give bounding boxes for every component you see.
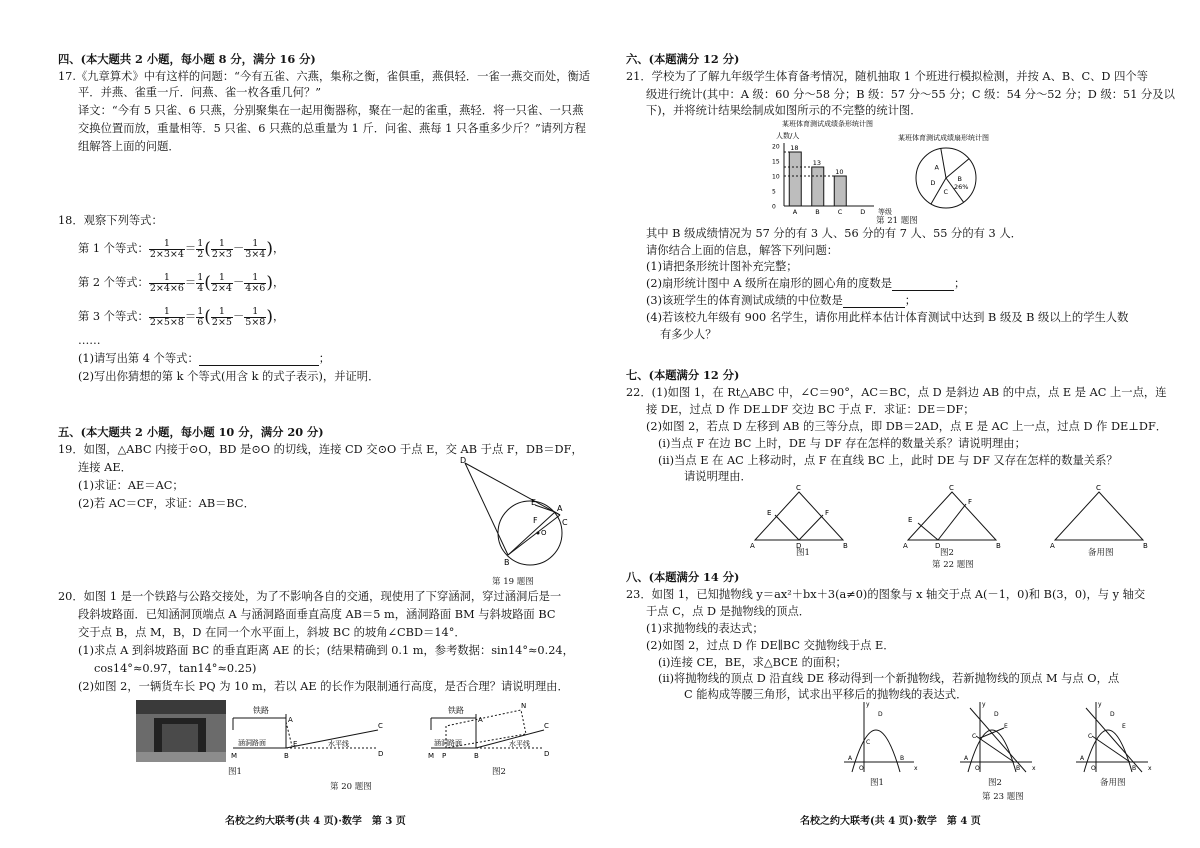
figure-20-diagram-1 <box>228 700 388 762</box>
figure-20-caption: 第 20 题图 <box>330 782 372 792</box>
svg-text:D: D <box>544 750 550 758</box>
label-horizontal: 水平线 <box>328 740 349 748</box>
q20-line1: 20．如图 1 是一个铁路与公路交接处，为了不影响各自的交通，现使用了下穿涵洞，穿过涵洞后是一 <box>58 590 562 603</box>
q18-part2: (2)写出你猜想的第 k 个等式(用含 k 的式子表示)，并证明． <box>78 370 380 383</box>
q22-line5: (ⅱ)当点 E 在 AC 上移动时，点 F 在直线 BC 上，此时 DE 与 DF 又存在怎样的数量关系？ <box>658 454 1118 467</box>
y-tick-label: 0 <box>772 203 776 211</box>
svg-text:C: C <box>796 484 801 492</box>
svg-text:B: B <box>1143 542 1148 550</box>
q20-part2: (2)如图 2，一辆货车长 PQ 为 10 m，若以 AE 的长作为限制通行高度，是否合理？请说明理由． <box>78 680 569 693</box>
q17-line3: 译文：“今有 5 只雀、6 只燕，分别聚集在一起用衡器称，聚在一起的雀重，燕轻．将一只雀、一只燕 <box>78 104 584 117</box>
figure-20-photo <box>136 700 226 762</box>
figure-21-caption: 第 21 题图 <box>876 216 918 226</box>
bar-category-B: B <box>815 208 820 216</box>
svg-text:C: C <box>972 733 977 740</box>
svg-text:C: C <box>378 722 383 730</box>
figure-22-label-2: 图2 <box>940 548 954 558</box>
bar-value-B: 13 <box>812 159 822 167</box>
bar-value-C: 10 <box>835 168 844 176</box>
svg-text:y: y <box>982 701 986 708</box>
point-label-C: C <box>562 518 568 527</box>
bar-category-D: D <box>860 208 866 216</box>
q22-line1: 22．(1)如图 1，在 Rt△ABC 中，∠C＝90°，AC＝BC，点 D 是斜边 AB 的中点，点 E 是 AC 上一点，连 <box>626 386 1167 399</box>
svg-text:D: D <box>796 542 802 550</box>
q21-part4b: 有多少人？ <box>660 328 717 341</box>
svg-text:E: E <box>1122 723 1126 730</box>
svg-text:A: A <box>848 755 853 762</box>
q17-line4: 交换位置而放，重量相等．5 只雀、6 只燕的总重量为 1 斤．问雀、燕每 1 只各重多少斤？”请列方程 <box>78 122 586 135</box>
svg-text:A: A <box>1080 755 1085 762</box>
svg-text:y: y <box>1098 701 1102 708</box>
q20-part1a: (1)求点 A 到斜坡路面 BC 的垂直距离 AE 的长；(结果精确到 0.1 m，参考数据：sin14°≈0.24， <box>78 644 574 657</box>
q21-line3: 下)，并将统计结果绘制成如图所示的不完整的统计图． <box>646 104 922 117</box>
svg-text:B: B <box>284 752 289 760</box>
q23-part1: (1)求抛物线的表达式； <box>646 622 764 635</box>
pie-chart <box>898 130 1018 216</box>
figure-23-label-spare: 备用图 <box>1100 778 1126 788</box>
svg-text:E: E <box>293 740 298 748</box>
bar-chart <box>770 118 910 216</box>
q21-part1: (1)请把条形统计图补充完整； <box>646 260 798 273</box>
page-4 <box>600 0 1200 848</box>
bar-value-A: 18 <box>790 144 799 152</box>
q21-line2: 级进行统计(其中：A 级：60 分～58 分；B 级：57 分～55 分；C 级：54 分～52 分；D 级：51 分及以 <box>646 88 1175 101</box>
bar-C <box>834 176 846 206</box>
svg-text:A: A <box>1050 542 1055 550</box>
svg-text:B: B <box>900 755 905 762</box>
q23-part2ii-a: (ⅱ)将抛物线的顶点 D 沿直线 DE 移动得到一个新抛物线，若新抛物线的顶点 M 与点 O，点 <box>658 672 1120 685</box>
svg-text:P: P <box>442 752 447 760</box>
figure-19-caption: 第 19 题图 <box>492 577 534 587</box>
q18-heading: 18．观察下列等式： <box>58 214 163 227</box>
q19-part2: (2)若 AC＝CF，求证：AB＝BC． <box>78 497 255 510</box>
q18-part1: (1)请写出第 4 个等式： ； <box>78 352 331 365</box>
q23-part2i: (ⅰ)连接 CE，BE，求△BCE 的面积； <box>658 656 847 669</box>
svg-text:E: E <box>1004 723 1008 730</box>
figure-22-caption: 第 22 题图 <box>932 560 974 570</box>
svg-text:C: C <box>866 739 871 746</box>
q23-line1: 23．如图 1，已知抛物线 y＝ax²＋bx＋3(a≠0)的图象与 x 轴交于点 A(－1，0)和 B(3，0)，与 y 轴交 <box>626 588 1146 601</box>
figure-20-diagram-2 <box>426 700 556 762</box>
svg-text:F: F <box>968 498 973 506</box>
q20-part1b: cos14°≈0.97，tan14°≈0.25) <box>94 662 257 675</box>
pie-slice-label-D: D <box>930 178 936 187</box>
figure-19-circle-diagram <box>420 455 570 575</box>
svg-text:C: C <box>949 484 954 492</box>
svg-text:B: B <box>1132 765 1137 772</box>
point-label-O: O <box>541 529 547 537</box>
y-tick-label: 15 <box>772 158 780 166</box>
point-label-B: B <box>504 558 510 567</box>
svg-text:y: y <box>866 701 870 708</box>
section-5-heading: 五、(本大题共 2 小题，每小题 10 分，满分 20 分) <box>58 425 324 439</box>
svg-text:A: A <box>288 716 293 724</box>
q22-line2: 接 DE，过点 D 作 DE⊥DF 交边 BC 于点 F．求证：DE＝DF； <box>646 403 975 416</box>
svg-text:O: O <box>975 765 980 772</box>
q21-part4a: (4)若该校九年级有 900 名学生，请你用此样本估计体育测试中达到 B 级及 B 级以上的学生人数 <box>646 311 1129 324</box>
svg-text:A: A <box>903 542 908 550</box>
figure-20-label-1: 图1 <box>228 767 242 777</box>
y-tick-label: 10 <box>772 173 780 181</box>
svg-text:x: x <box>914 765 918 772</box>
q22-line3: (2)如图 2，若点 D 左移到 AB 的三等分点，即 DB＝2AD，点 E 是 AC 上一点，过点 D 作 DE⊥DF． <box>646 420 1168 433</box>
svg-text:D: D <box>994 711 999 718</box>
svg-text:C: C <box>1096 484 1101 492</box>
label-culvert-road: 涵洞路面 <box>238 739 266 747</box>
bar-B <box>812 167 824 206</box>
answer-blank[interactable] <box>843 307 905 308</box>
figure-22-diagram-2 <box>898 482 1006 550</box>
svg-text:E: E <box>767 509 772 517</box>
svg-text:D: D <box>878 711 883 718</box>
q21-line1: 21．学校为了了解九年级学生体育备考情况，随机抽取 1 个班进行模拟检测，并按 A、B、C、D 四个等 <box>626 70 1148 83</box>
q17-line5: 组解答上面的问题． <box>78 140 180 153</box>
label-horizontal: 水平线 <box>509 740 530 748</box>
figure-22-spare <box>1045 482 1153 550</box>
svg-text:O: O <box>859 765 864 772</box>
figure-22-label-spare: 备用图 <box>1088 548 1114 558</box>
equation-label: 第 1 个等式： <box>78 242 149 255</box>
q22-line6: 请说明理由． <box>684 470 752 483</box>
svg-text:D: D <box>378 750 384 758</box>
q20-line2: 段斜坡路面．已知涵洞顶端点 A 与涵洞路面垂直高度 AB＝5 m，涵洞路面 BM 与斜坡路面 BC <box>78 608 556 621</box>
bar-chart-xlabel: 等级 <box>878 208 892 216</box>
answer-blank[interactable] <box>199 365 319 366</box>
label-railway: 铁路 <box>448 706 464 715</box>
figure-23-graph-1 <box>840 698 920 776</box>
q21-prompt: 请你结合上面的信息，解答下列问题： <box>646 244 839 257</box>
figure-22-label-1: 图1 <box>796 548 810 558</box>
pie-slice-label-B: B <box>957 175 962 184</box>
equation-label: 第 3 个等式： <box>78 310 149 323</box>
figure-20-label-2: 图2 <box>492 767 506 777</box>
section-4-heading: 四、(本大题共 2 小题，每小题 8 分，满分 16 分) <box>58 52 316 66</box>
bar-A <box>789 152 801 206</box>
bar-chart-ylabel: 人数/人 <box>776 132 800 140</box>
page-footer-3: 名校之约大联考(共 4 页)·数学 第 3 页 <box>225 816 406 827</box>
svg-text:M: M <box>231 752 238 760</box>
q17-line2: 平．并燕、雀重一斤．问燕、雀一枚各重几何？” <box>78 86 322 99</box>
point-label-D: D <box>460 456 467 465</box>
q20-line3: 交于点 B，点 M，B，D 在同一个水平面上，斜坡 BC 的坡角∠CBD＝14°． <box>78 626 466 639</box>
pie-slice-value-B: 26% <box>953 183 969 192</box>
label-culvert-road: 涵洞路面 <box>434 739 462 747</box>
section-8-heading: 八、(本题满分 14 分) <box>626 570 740 584</box>
svg-text:A: A <box>478 716 483 724</box>
q21-info: 其中 B 级成绩情况为 57 分的有 3 人、56 分的有 7 人、55 分的有 3 人． <box>646 227 1022 240</box>
point-label-E: E <box>531 498 537 507</box>
q19-line1: 19．如图，△ABC 内接于⊙O，BD 是⊙O 的切线，连接 CD 交⊙O 于点 E，交 AB 于点 F，DB＝DF， <box>58 443 583 456</box>
figure-23-label-1: 图1 <box>870 778 884 788</box>
point-label-A: A <box>557 504 563 513</box>
q19-part1: (1)求证：AE＝AC； <box>78 479 184 492</box>
svg-text:C: C <box>1088 733 1093 740</box>
q22-line4: (ⅰ)当点 F 在边 BC 上时，DE 与 DF 存在怎样的数量关系？请说明理由； <box>658 437 1026 450</box>
bar-category-C: C <box>837 208 843 216</box>
q18-equation-2: 第 2 个等式： $\frac{1}{2\times 4\times 6}$ ＝ $\frac{1}{4}$ ( $\frac{1}{2\times 4}$ － $\frac{1}{4\times 6}$ )， <box>78 271 285 294</box>
q23-line2: 于点 C，点 D 是抛物线的顶点． <box>646 605 811 618</box>
figure-23-caption: 第 23 题图 <box>982 792 1024 802</box>
svg-text:x: x <box>1148 765 1152 772</box>
bar-chart-title: 某班体育测试成绩条形统计图 <box>782 120 873 128</box>
svg-text:O: O <box>1091 765 1096 772</box>
q21-part2: (2)扇形统计图中 A 级所在扇形的圆心角的度数是 ； <box>646 277 966 290</box>
pie-slice-label-A: A <box>934 163 939 172</box>
section-7-heading: 七、(本题满分 12 分) <box>626 368 740 382</box>
label-railway: 铁路 <box>253 706 269 715</box>
svg-text:x: x <box>1032 765 1036 772</box>
figure-22-diagram-1 <box>745 482 853 550</box>
answer-blank[interactable] <box>892 290 954 291</box>
y-tick-label: 5 <box>772 188 776 196</box>
pie-chart-title: 某班体育测试成绩扇形统计图 <box>898 134 989 142</box>
y-tick-label: 20 <box>772 143 780 151</box>
pie-divider <box>941 148 946 178</box>
svg-text:A: A <box>964 755 969 762</box>
svg-text:N: N <box>521 702 527 710</box>
page-footer-4: 名校之约大联考(共 4 页)·数学 第 4 页 <box>800 816 981 827</box>
q21-part3: (3)该班学生的体育测试成绩的中位数是 ； <box>646 294 917 307</box>
svg-text:D: D <box>1110 711 1115 718</box>
bar-category-A: A <box>792 208 798 216</box>
figure-23-spare <box>1072 698 1154 776</box>
q23-part2ii-b: C 能构成等腰三角形，试求出平移后的抛物线的表达式． <box>684 688 968 701</box>
q23-part2: (2)如图 2，过点 D 作 DE∥BC 交抛物线于点 E． <box>646 639 895 652</box>
svg-text:B: B <box>474 752 479 760</box>
q18-equation-3: 第 3 个等式： $\frac{1}{2\times 5\times 8}$ ＝ $\frac{1}{6}$ ( $\frac{1}{2\times 5}$ － $\frac{1}{5\times 8}$ )， <box>78 305 285 328</box>
q17-line1: 17.《九章算术》中有这样的问题：“今有五雀、六燕，集称之衡，雀俱重，燕俱轻．一雀一燕交而处，衡适 <box>58 70 591 83</box>
svg-text:B: B <box>996 542 1001 550</box>
section-6-heading: 六、(本题满分 12 分) <box>626 52 740 66</box>
svg-text:D: D <box>935 542 941 550</box>
svg-text:B: B <box>843 542 848 550</box>
svg-text:M: M <box>428 752 435 760</box>
point-label-F: F <box>533 516 538 525</box>
q19-line2: 连接 AE． <box>78 461 132 474</box>
svg-text:E: E <box>908 516 913 524</box>
svg-text:A: A <box>750 542 755 550</box>
pie-slice-label-C: C <box>943 188 949 196</box>
svg-text:B: B <box>1016 765 1021 772</box>
q18-ellipsis: …… <box>78 334 101 347</box>
svg-text:F: F <box>825 509 830 517</box>
figure-23-graph-2 <box>956 698 1038 776</box>
svg-text:C: C <box>544 722 549 730</box>
q18-equation-1: 第 1 个等式： $\frac{1}{2\times 3\times 4}$ ＝ $\frac{1}{2}$ ( $\frac{1}{2\times 3}$ － $\frac{1}{3\times 4}$ )， <box>78 237 285 260</box>
figure-23-label-2: 图2 <box>988 778 1002 788</box>
equation-label: 第 2 个等式： <box>78 276 149 289</box>
